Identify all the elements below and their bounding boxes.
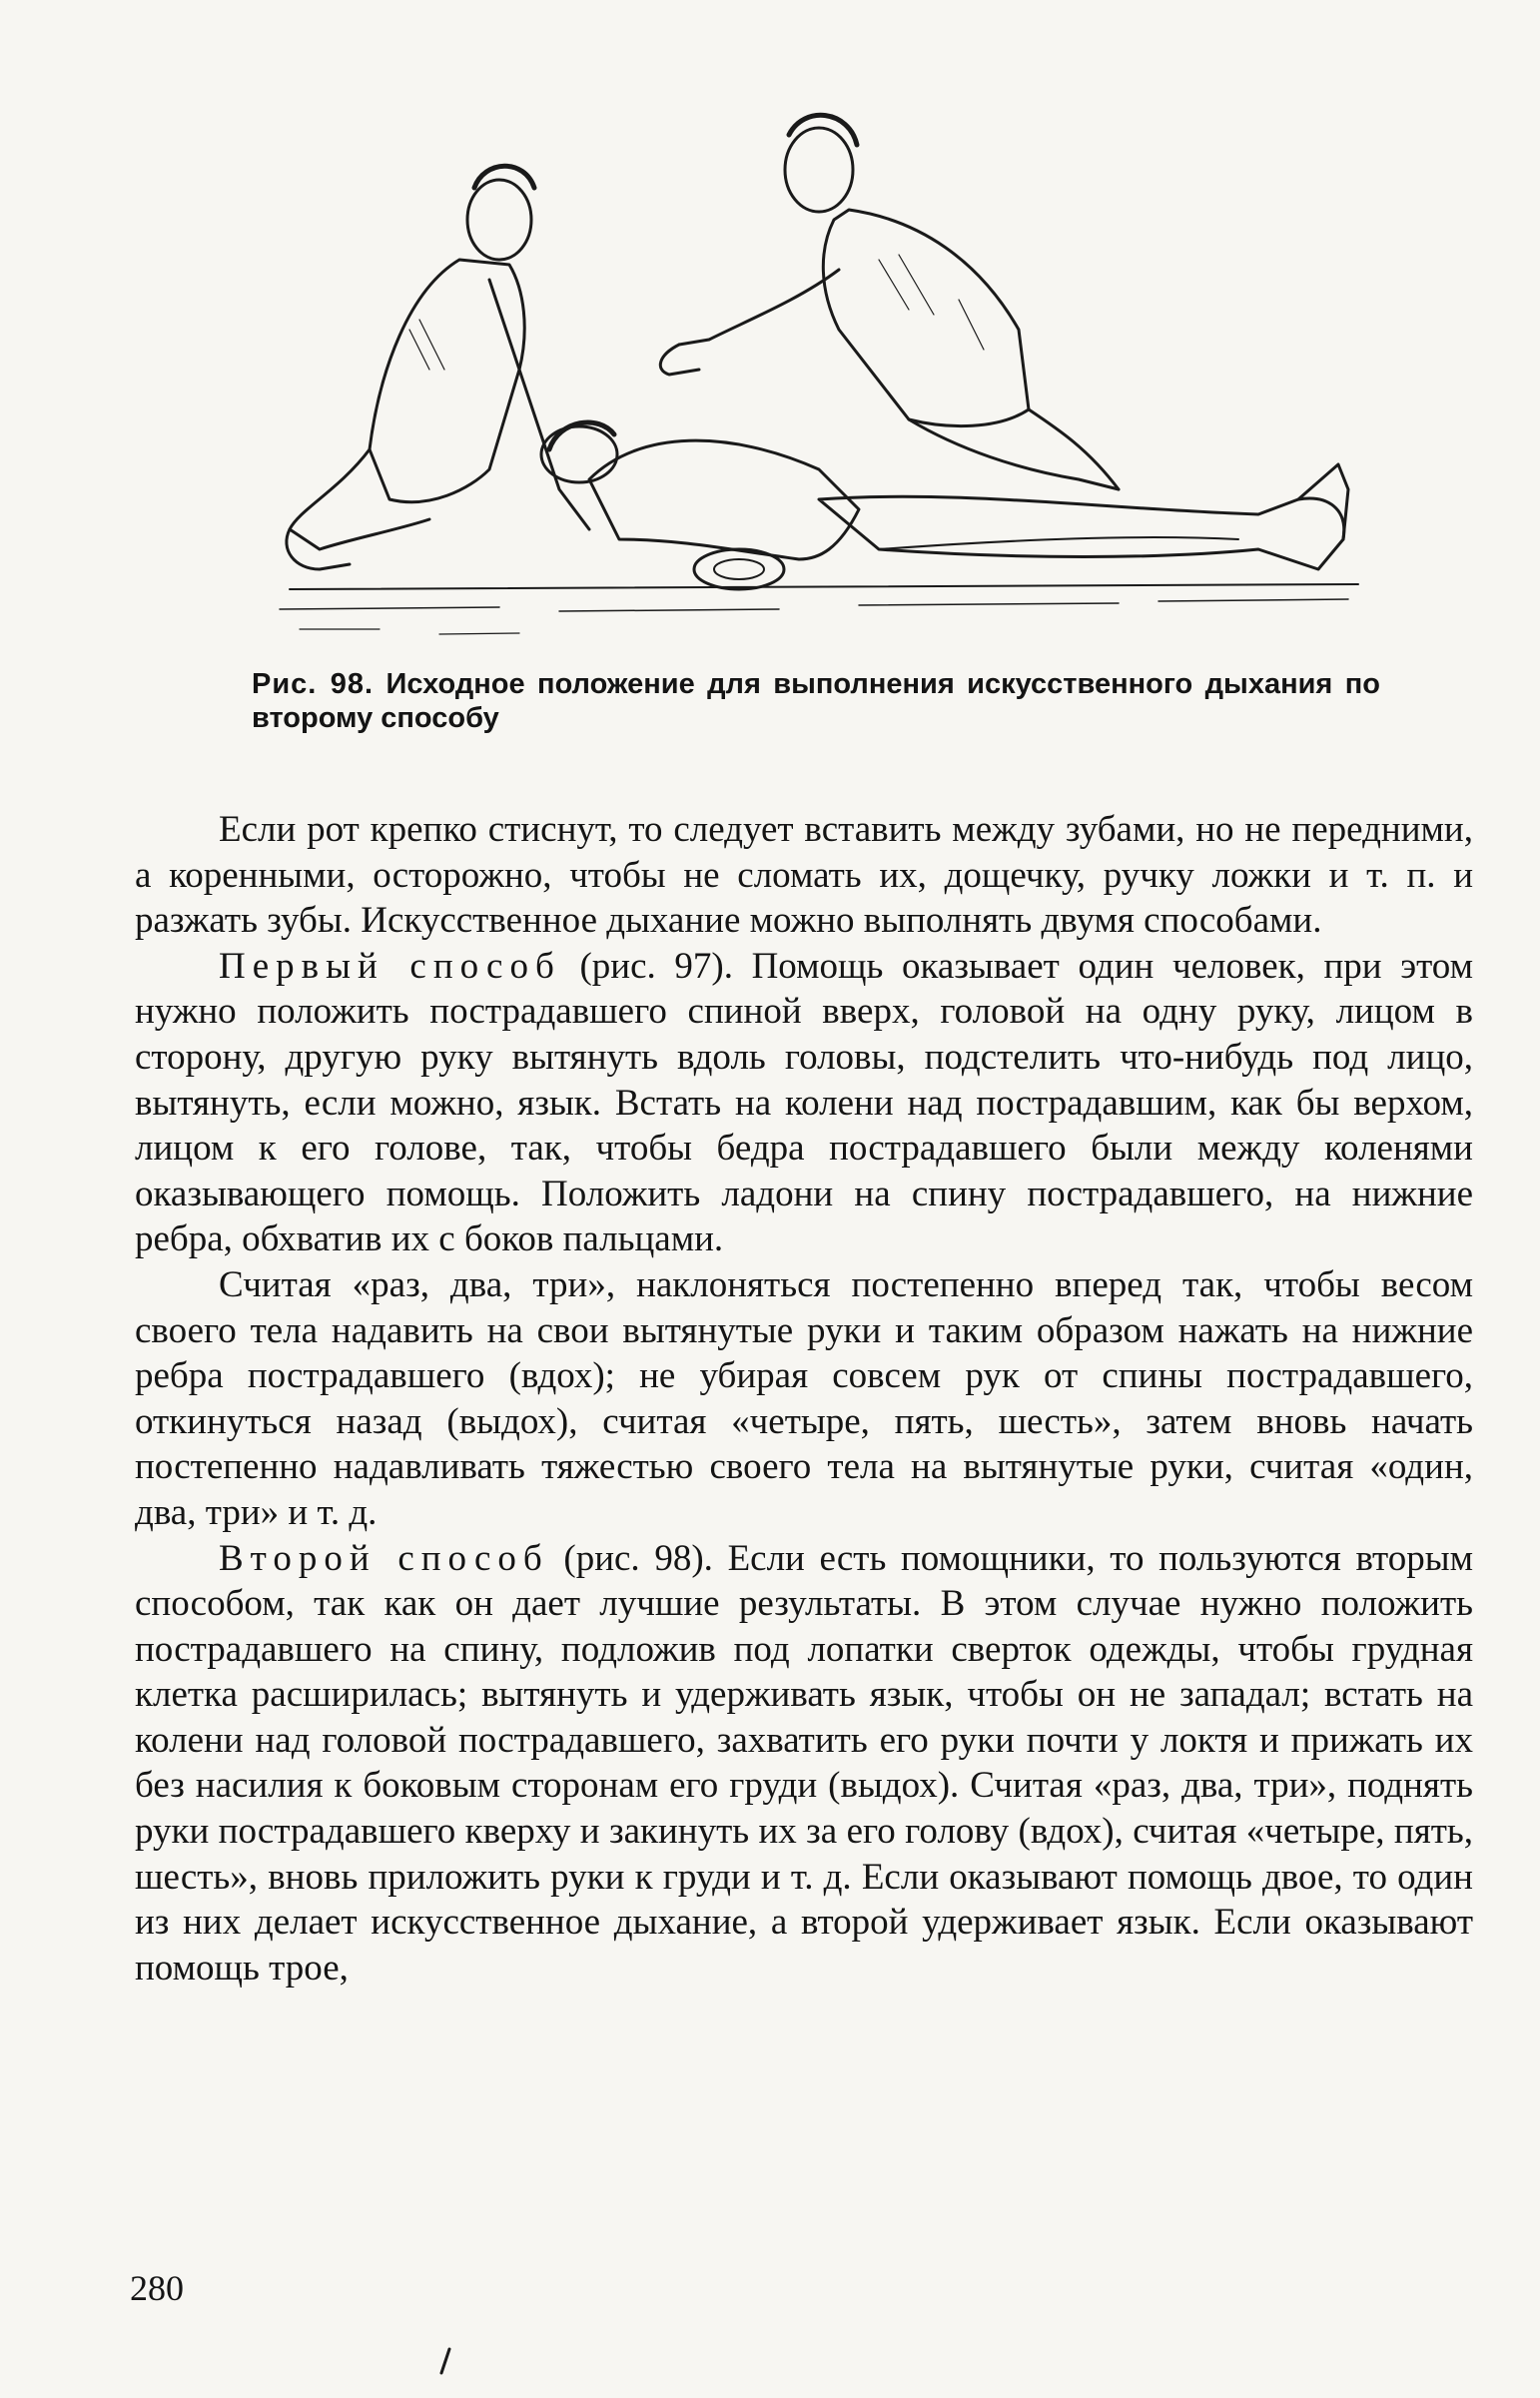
figure-illustration <box>260 70 1378 649</box>
body-text <box>135 807 1473 1991</box>
figure-caption-text: Исходное положение для выполнения искусственного дыхания по второму способу <box>252 668 1380 734</box>
paragraph-2-text: (рис. 97). Помощь оказывает один человек, при этом нужно положить пострадавшего спиной вверх, головой на одну руку, лицом в сторону, другую руку вытянуть вдоль головы, подстелить что-нибудь под лицо, вытянуть, если можно, язык. Встать на колени над пострадавшим, как бы верхом, лицом к его голове, так, чтобы бедра пострадавшего были между коленями оказывающего помощь. Положить ладони на спину пострадавшего, на нижние ребра, обхватив их с боков пальцами. <box>135 945 1473 1260</box>
paragraph-4-lead: Второй способ <box>219 1537 549 1579</box>
artificial-respiration-icon <box>260 70 1378 649</box>
paragraph-2-lead: Первый способ <box>219 945 561 987</box>
paragraph-1: Если рот крепко стиснут, то следует вставить между зубами, но не передними, а коренными, осторожно, чтобы не сломать их, дощечку, ручку ложки и т. п. и разжать зубы. Искусственное дыхание можно выполнять двумя способами. <box>135 809 1473 942</box>
paragraph-3: Считая «раз, два, три», наклоняться постепенно вперед так, чтобы весом своего тела надавить на свои вытянутые руки и таким образом нажать на нижние ребра пострадавшего (вдох); не убирая совсем рук от спины пострадавшего, откинуться назад (выдох), считая «четыре, пять, шесть», затем вновь начать постепенно надавливать тяжестью своего тела на вытянутые руки, считая «один, два, три» и т. д. <box>135 1263 1473 1533</box>
page-number: 280 <box>130 2268 184 2308</box>
paragraph-2 <box>135 944 1473 1262</box>
stray-mark-icon <box>437 2347 453 2375</box>
figure-caption-label: Рис. 98. <box>252 668 375 700</box>
paragraph-4-text: (рис. 98). Если есть помощники, то пользуются вторым способом, так как он дает лучшие результаты. В этом случае нужно положить пострадавшего на спину, подложив под лопатки сверток одежды, чтобы грудная клетка расширилась; вытянуть и удерживать язык, чтобы он не западал; встать на колени над головой пострадавшего, захватить его руки почти у локтя и прижать их без насилия к боковым сторонам его груди (выдох). Считая «раз, два, три», поднять руки пострадавшего кверху и закинуть их за его голову (вдох), считая «четыре, пять, шесть», вновь приложить руки к груди и т. д. Если оказывают помощь двое, то один из них делает искусственное дыхание, а второй удерживает язык. Если оказывают помощь трое, <box>135 1537 1473 1989</box>
paragraph-4 <box>135 1536 1473 1992</box>
figure-caption <box>252 667 1380 735</box>
